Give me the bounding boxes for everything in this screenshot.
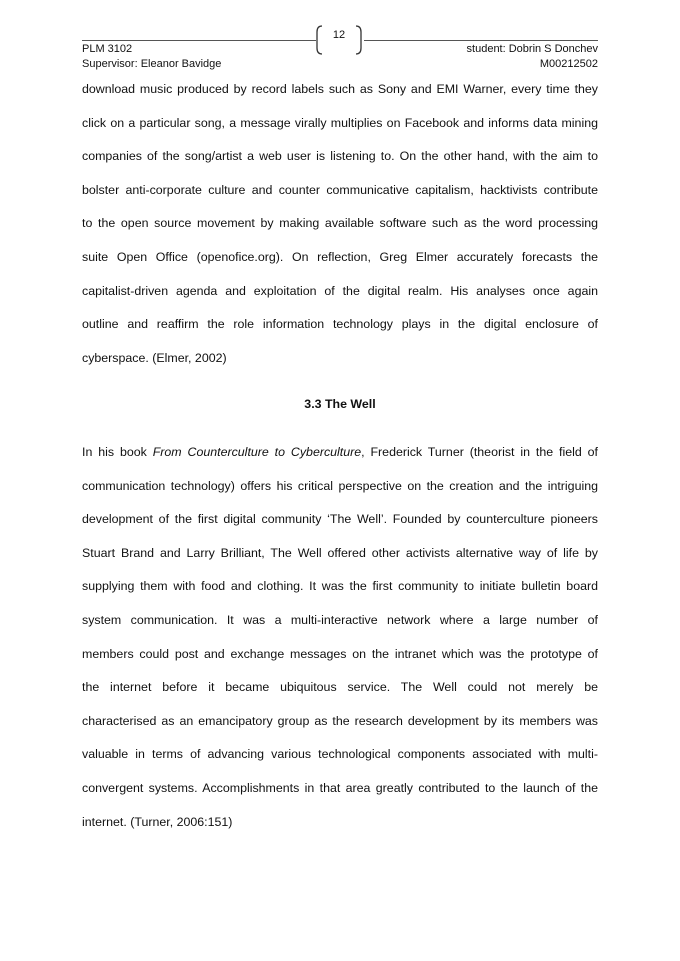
course-code: PLM 3102 — [82, 43, 133, 55]
text-line: cyberspace. (Elmer, 2002) — [82, 350, 227, 365]
student-name: student: Dobrin S Donchev — [466, 43, 598, 55]
text-line: companies of the song/artist a web user is listening to. On the other hand, with the aim to — [82, 149, 598, 164]
header-rule-right — [364, 40, 598, 41]
text-line: capitalist-driven agenda and exploitation of the digital realm. His analyses once again — [82, 283, 598, 298]
text-line: bolster anti-corporate culture and counter communicative capitalism, hacktivists contribute — [82, 182, 598, 197]
text-line: supplying them with food and clothing. It was the first community to initiate bulletin board — [82, 579, 598, 594]
text-line: download music produced by record labels such as Sony and EMI Warner, every time they — [82, 82, 598, 96]
text-line: suite Open Office (openofice.org). On reflection, Greg Elmer accurately forecasts the — [82, 249, 598, 264]
text-line: system communication. It was a multi-interactive network where a large number of — [82, 612, 598, 627]
text-line: valuable in terms of advancing various technological components associated with multi- — [82, 747, 598, 762]
page-number: 12 — [332, 29, 346, 41]
supervisor-name: Supervisor: Eleanor Bavidge — [82, 58, 222, 70]
text-run: In his book — [82, 445, 153, 459]
text-run: , Frederick Turner (theorist in the field of — [361, 445, 598, 459]
header-rule-left — [82, 40, 316, 41]
text-line — [82, 436, 598, 470]
text-line: Stuart Brand and Larry Brilliant, The Well offered other activists alternative way of life by — [82, 545, 598, 560]
text-line: click on a particular song, a message virally multiplies on Facebook and informs data mining — [82, 115, 598, 130]
text-line: to the open source movement by making available software such as the word processing — [82, 216, 598, 231]
text-line: convergent systems. Accomplishments in that area greatly contributed to the launch of the — [82, 780, 598, 795]
text-line: the internet before it became ubiquitous service. The Well could not merely be — [82, 680, 598, 695]
text-line: development of the first digital community ‘The Well’. Founded by counterculture pioneers — [82, 512, 598, 527]
paragraph-2 — [82, 436, 598, 839]
section-heading: 3.3 The Well — [304, 397, 376, 411]
text-line: outline and reaffirm the role information technology plays in the digital enclosure of — [82, 317, 598, 332]
text-line: internet. (Turner, 2006:151) — [82, 814, 233, 829]
paragraph-1 — [82, 73, 598, 375]
text-line: members could post and exchange messages on the intranet which was the prototype of — [82, 646, 598, 661]
book-title: From Counterculture to Cyberculture — [152, 445, 362, 459]
student-id: M00212502 — [539, 58, 598, 70]
text-line: characterised as an emancipatory group as the research development by its members was — [82, 713, 598, 728]
text-line: communication technology) offers his critical perspective on the creation and the intriguing — [82, 478, 598, 493]
